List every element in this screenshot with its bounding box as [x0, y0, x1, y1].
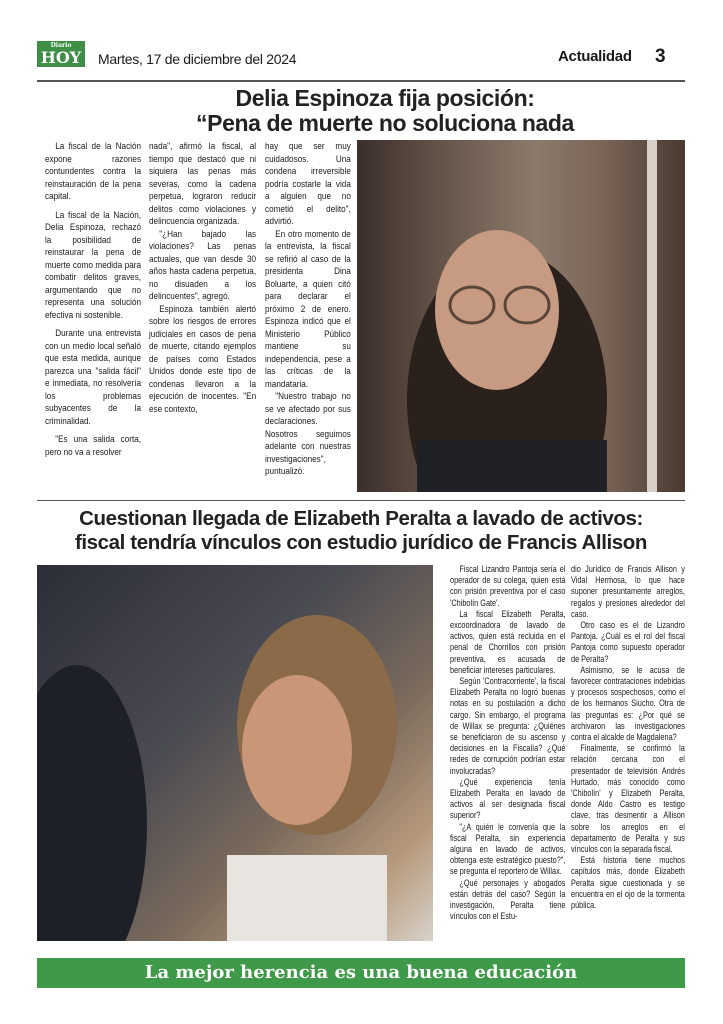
paragraph: La fiscal Elizabeth Peralta, excoordinadora de lavado de activos, quien está recluida en el penal de Chorrillos con prisión preventiva, es acusada de beneficiar intereses particulares.	[450, 607, 566, 675]
paragraph: Según 'Contracorriente', la fiscal Elizabeth Peralta no logró buenas notas en su postulación a dicho cargo. Sin embargo, el programa de Willax se pregunta: ¿Quiénes se beneficiaron de su ascenso y decisiones en la Fiscalía? ¿Qué redes de corrupción podrían estar involucradas?	[450, 675, 566, 776]
article1-headline	[150, 86, 620, 136]
article1-column-2	[149, 141, 256, 416]
paragraph: "¿A quién le convenía que la fiscal Peralta, sin experiencia alguna en lavado de activos, obtenga este estratégico puesto?", se pregunta el reportero de Willax.	[450, 820, 566, 877]
section-divider	[37, 500, 685, 501]
portrait-illustration	[37, 565, 433, 941]
paragraph: "Es una salida corta, pero no va a resolver	[45, 434, 142, 458]
paragraph: hay que ser muy cuidadosos. Una condena irreversible podría costarle la vida a alguien que no cometió el delito", advirtió.	[265, 141, 351, 227]
paragraph: "¿Han bajado las violaciones? Las penas actuales, que van desde 30 años hasta cadena perpetua, no disuaden a los delincuentes", agregó.	[149, 228, 257, 302]
paragraph: Otro caso es el de Lizandro Pantoja. ¿Cuál es el rol del fiscal Pantoja como supuesto operador de Peralta?	[571, 619, 685, 664]
paragraph: En otro momento de la entrevista, la fiscal se refirió al caso de la presidenta Dina Boluarte, a quien citó para declarar el próximo 2 de enero. Espinoza indicó que el Ministerio Público mantiene su independencia, pese a las críticas de la mandataria.	[265, 228, 351, 390]
page-number: 3	[655, 46, 666, 67]
paragraph: ¿Qué experiencia tenía Elizabeth Peralta en lavado de activos al ser designada fiscal superior?	[450, 775, 566, 821]
paragraph: Asimismo, se le acusa de favorecer contrataciones indebidas y procesos sospechosos, como el de los hermanos Siucho. Otra de las preguntas es: ¿Por qué se archivaron las investigaciones contra el alcalde de Magdalena?	[571, 663, 685, 743]
headline-line: Cuestionan llegada de Elizabeth Peralta a lavado de activos:	[79, 507, 643, 530]
footer-slogan-banner: La mejor herencia es una buena educación	[37, 958, 685, 988]
headline-line: fiscal tendría vínculos con estudio jurídico de Francis Allison	[74, 531, 648, 554]
diario-hoy-logo	[37, 41, 85, 67]
article1-column-3	[265, 141, 351, 479]
headline-line: Delia Espinoza fija posición:	[235, 85, 535, 111]
section-name: Actualidad	[558, 48, 632, 65]
delia-espinoza-photo	[357, 140, 685, 492]
issue-date: Martes, 17 de diciembre del 2024	[98, 51, 297, 67]
article1-column-1	[45, 141, 141, 465]
elizabeth-peralta-photo	[37, 565, 433, 941]
article2-column-1	[450, 563, 565, 922]
paragraph: Está historia tiene muchos capítulos más, donde Elizabeth Peralta sigue cuestionada y se encuentra en el ojo de la tormenta pública.	[571, 854, 685, 911]
paragraph: Espinoza también alertó sobre los riesgos de errores judiciales en casos de pena de muerte, citando ejemplos de países como Estados Unidos donde este tipo de condenas llevaron a la ejecución de inocentes. "En ese contexto,	[149, 303, 257, 415]
paragraph: ¿Qué personajes y abogados están detrás del caso? Según la investigación, Peralta tiene vínculos con el Estu-	[450, 876, 566, 922]
headline-line: “Pena de muerte no soluciona nada	[196, 110, 574, 136]
paragraph: Finalmente, se confirmó la relación cercana con el presentador de televisión Andrés Hurtado, más conocido como 'Chibolín' y Elizabeth Peralta, donde Aldo Castro es testigo clave, tras desmentir a Allison sobre los arreglos en el departamento de Peralta y sus vínculos con la separada fiscal.	[571, 742, 685, 855]
logo-small-text: Diario	[50, 42, 72, 49]
paragraph: nada", afirmó la fiscal, al tiempo que destacó que ni siquiera las penas más severas, como la cadena perpetua, lograron reducir delitos como violaciones y delincuencia organizada.	[149, 141, 257, 227]
paragraph: dio Jurídico de Francis Allison y Vidal Hermosa, lo que hace suponer presuntamente arreglos, regalos y presiones alrededor del caso.	[571, 563, 685, 619]
article2-column-2	[571, 563, 685, 910]
header-rule	[37, 80, 685, 82]
logo-big-text: HOY	[40, 48, 82, 67]
article2-headline	[37, 507, 685, 555]
paragraph: "Nuestro trabajo no se ve afectado por sus declaraciones. Nosotros seguimos adelante con nuestras investigaciones", puntualizó.	[265, 391, 351, 477]
paragraph: Fiscal Lizandro Pantoja sería el operador de su colega, quien está con prisión preventiva por el caso 'Chibolín Gate'.	[450, 563, 566, 608]
paragraph: Durante una entrevista con un medio local señaló que esta medida, aunque parezca una "salida fácil" e inmediata, no resolvería los problemas subyacentes de la criminalidad.	[45, 328, 142, 427]
paragraph: La fiscal de la Nación expone razones contundentes contra la reinstauración de la pena capital.	[45, 141, 142, 202]
portrait-illustration	[357, 140, 685, 492]
paragraph: La fiscal de la Nación, Delia Espinoza, rechazó la posibilidad de reinstaurar la pena de muerte como medida para combatir delitos graves, argumentando que no representa una solución efectiva ni sostenible.	[45, 209, 142, 321]
